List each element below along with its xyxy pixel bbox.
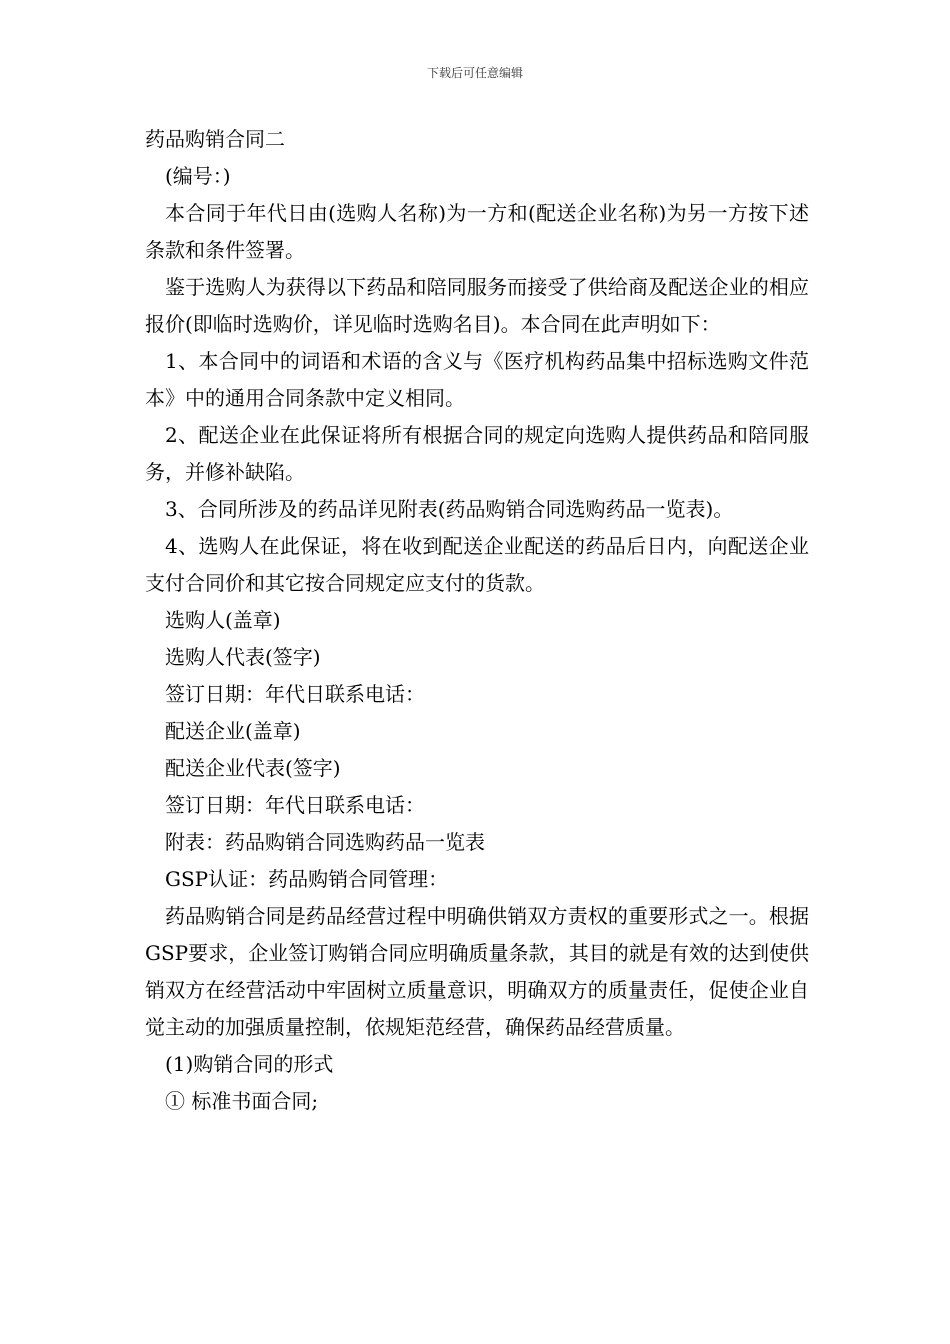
list-item-standard-contract: ① 标准书面合同;: [165, 1089, 319, 1113]
paragraph-whereas: 鉴于选购人为获得以下药品和陪同服务而接受了供给商及配送企业的相应报价(即临时选购价，详见临时选购名目)。本合同在此声明如下：: [145, 275, 809, 336]
paragraph-clause-1: 1、本合同中的词语和术语的含义与《医疗机构药品集中招标选购文件范本》中的通用合同条款中定义相同。: [145, 349, 809, 410]
buyer-representative-line: 选购人代表(签字): [165, 645, 321, 669]
distributor-sign-date-line: 签订日期：年代日联系电话：: [165, 793, 425, 817]
document-title: 药品购销合同二: [145, 127, 285, 151]
paragraph-intro: 本合同于年代日由(选购人名称)为一方和(配送企业名称)为另一方按下述条款和条件签署。: [145, 201, 809, 262]
buyer-seal-line: 选购人(盖章): [165, 608, 281, 632]
paragraph-clause-3: 3、合同所涉及的药品详见附表(药品购销合同选购药品一览表)。: [165, 497, 734, 521]
paragraph-contract-number: (编号：): [165, 164, 231, 188]
gsp-heading: GSP认证：药品购销合同管理：: [165, 867, 449, 891]
paragraph-gsp-body: 药品购销合同是药品经营过程中明确供销双方责权的重要形式之一。根据GSP要求，企业签订购销合同应明确质量条款，其目的就是有效的达到使供销双方在经营活动中牢固树立质量意识，明确双方的质量责任，促使企业自觉主动的加强质量控制，依规矩范经营，确保药品经营质量。: [145, 904, 809, 1039]
distributor-representative-line: 配送企业代表(签字): [165, 756, 341, 780]
page-header: 下载后可任意编辑: [426, 66, 523, 80]
distributor-seal-line: 配送企业(盖章): [165, 719, 301, 743]
buyer-sign-date-line: 签订日期：年代日联系电话：: [165, 682, 425, 706]
document-body: [145, 121, 809, 1120]
section-contract-form: (1)购销合同的形式: [165, 1052, 334, 1076]
attachment-line: 附表：药品购销合同选购药品一览表: [165, 830, 485, 854]
paragraph-clause-4: 4、选购人在此保证，将在收到配送企业配送的药品后日内，向配送企业支付合同价和其它按合同规定应支付的货款。: [145, 534, 809, 595]
paragraph-clause-2: 2、配送企业在此保证将所有根据合同的规定向选购人提供药品和陪同服务，并修补缺陷。: [145, 423, 809, 484]
